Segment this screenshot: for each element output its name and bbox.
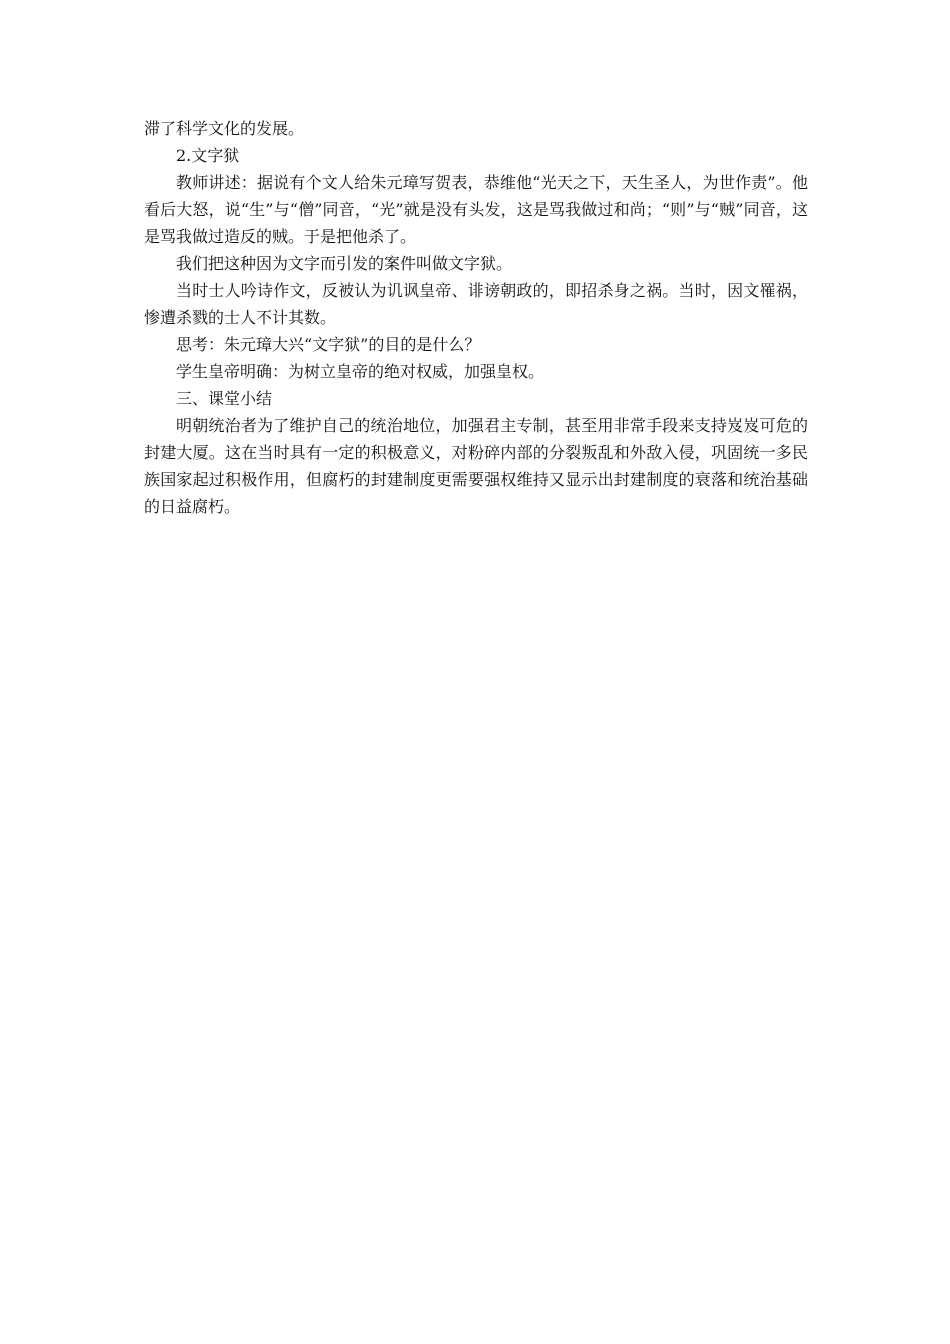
section-heading-literary-inquisition: 2.文字狱 xyxy=(176,146,240,165)
section-heading-summary: 三、课堂小结 xyxy=(176,389,273,408)
paragraph-summary: 明朝统治者为了维护自己的统治地位，加强君主专制，甚至用非常手段来支持岌岌可危的封建大厦。这在当时具有一定的积极意义，对粉碎内部的分裂叛乱和外敌入侵，巩固统一多民族国家起过积极作用，但腐朽的封建制度更需要强权维持又显示出封建制度的衰落和统治基础的日益腐朽。 xyxy=(144,416,808,516)
paragraph-definition: 我们把这种因为文字而引发的案件叫做文字狱。 xyxy=(176,254,513,273)
document-page xyxy=(144,115,808,520)
paragraph-teacher-narration: 教师讲述：据说有个文人给朱元璋写贺表，恭维他“光天之下，天生圣人，为世作责”。他看后大怒，说“生”与“僧”同音，“光”就是没有头发，这是骂我做过和尚；“则”与“贼”同音，这是骂我做过造反的贼。于是把他杀了。 xyxy=(144,173,808,246)
paragraph-continuation: 滞了科学文化的发展。 xyxy=(144,119,305,138)
paragraph-question: 思考：朱元璋大兴“文字狱”的目的是什么？ xyxy=(176,335,481,354)
paragraph-answer: 学生皇帝明确：为树立皇帝的绝对权威，加强皇权。 xyxy=(176,362,545,381)
paragraph-scholars: 当时士人吟诗作文，反被认为讥讽皇帝、诽谤朝政的，即招杀身之祸。当时，因文罹祸，惨遭杀戮的士人不计其数。 xyxy=(144,281,808,327)
